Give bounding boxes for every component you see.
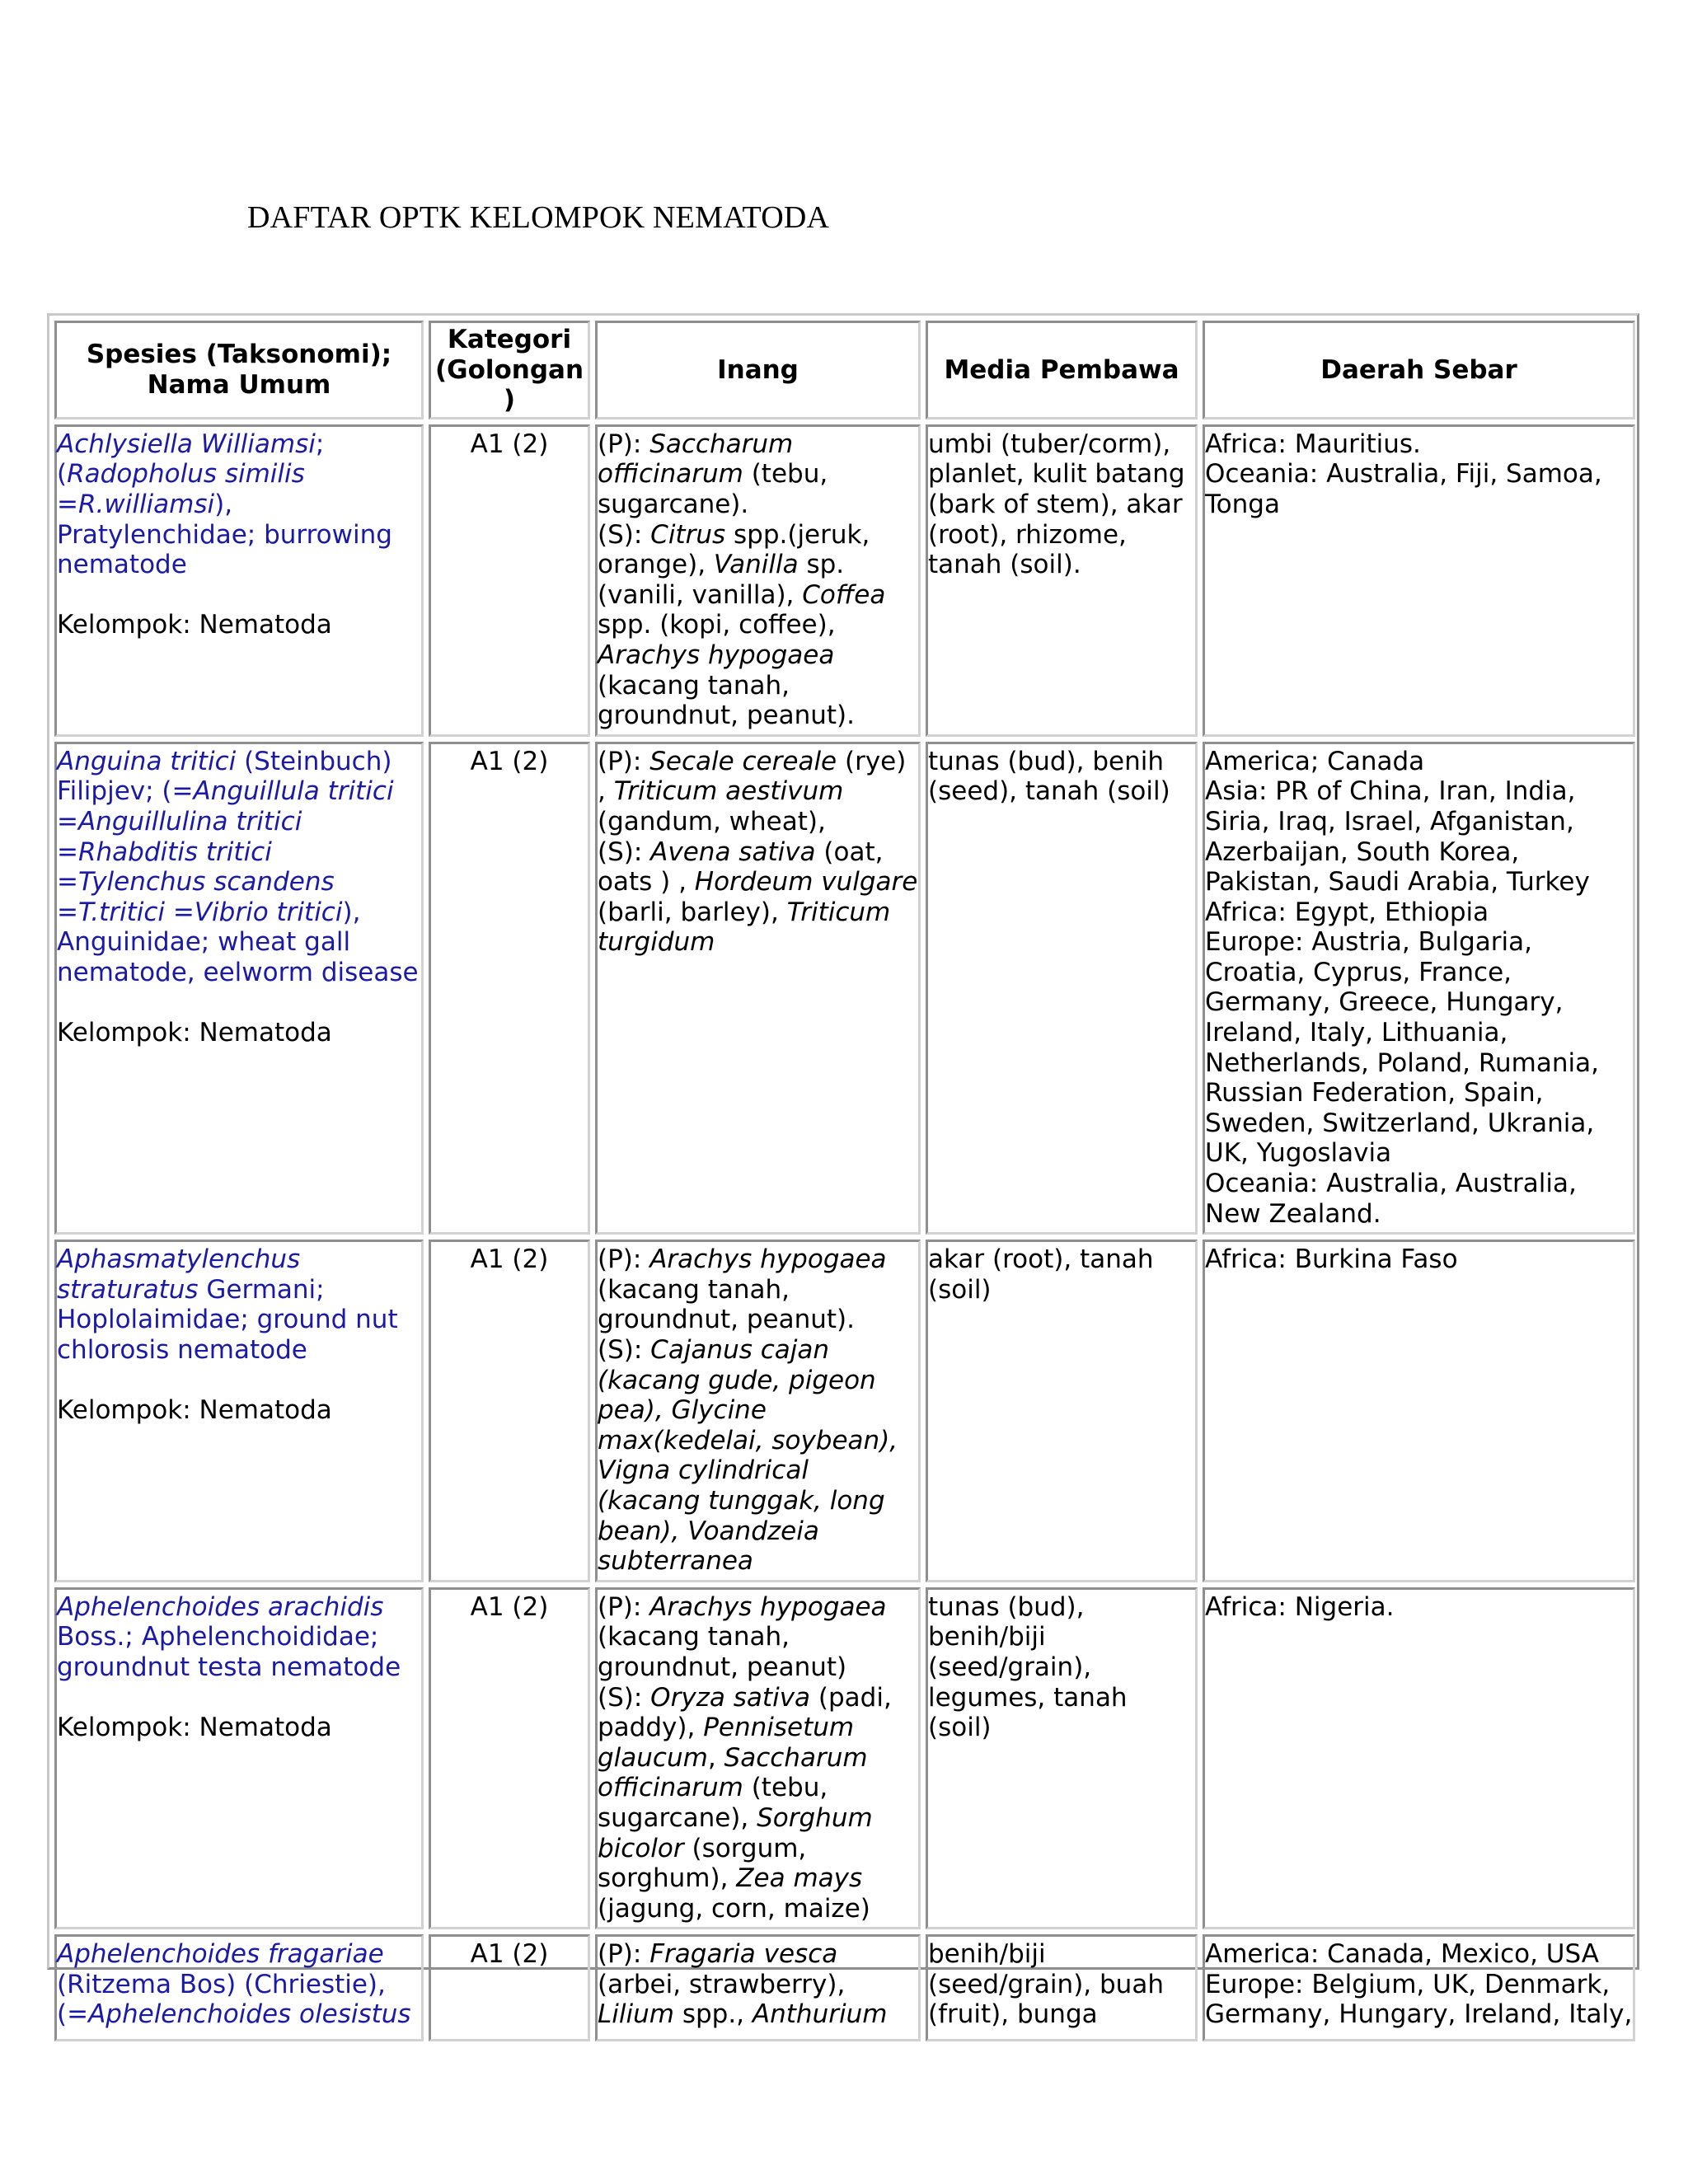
species-cell: Aphelenchoides arachidis Boss.; Aphelenchoididae; groundnut testa nematode Kelompok: Nematoda (54, 1587, 424, 1930)
media-cell: akar (root), tanah (soil) (926, 1240, 1198, 1582)
area-cell: Africa: Mauritius. Oceania: Australia, Fiji, Samoa, Tonga (1203, 424, 1635, 737)
table-row (54, 1240, 1635, 1582)
table-row (54, 424, 1635, 737)
area-cell: Africa: Burkina Faso (1203, 1240, 1635, 1582)
species-cell: Aphelenchoides fragariae (Ritzema Bos) (Chriestie), (=Aphelenchoides olesistus (54, 1934, 424, 2041)
media-cell: benih/biji (seed/grain), buah (fruit), bunga (926, 1934, 1198, 2041)
area-cell: Africa: Nigeria. (1203, 1587, 1635, 1930)
area-cell: America: Canada, Mexico, USA Europe: Belgium, UK, Denmark, Germany, Hungary, Ireland, Italy, (1203, 1934, 1635, 2041)
nematode-table (49, 316, 1640, 2046)
category-cell: A1 (2) (429, 742, 590, 1235)
category-cell: A1 (2) (429, 1240, 590, 1582)
media-cell: tunas (bud), benih/biji (seed/grain), legumes, tanah (soil) (926, 1587, 1198, 1930)
table-row (54, 1934, 1635, 2041)
host-cell: (P): Fragaria vesca (arbei, strawberry), Lilium spp., Anthurium (595, 1934, 921, 2041)
host-cell: (P): Arachys hypogaea (kacang tanah, groundnut, peanut) (S): Oryza sativa (padi, paddy), Pennisetum glaucum, Saccharum officinarum (tebu, sugarcane), Sorghum bicolor (sorgum, sorghum), Zea mays (jagung, corn, maize) (595, 1587, 921, 1930)
category-cell: A1 (2) (429, 424, 590, 737)
header-species: Spesies (Taksonomi); Nama Umum (54, 321, 424, 419)
species-cell: Anguina tritici (Steinbuch) Filipjev; (=Anguillula tritici =Anguillulina tritici =Rhabditis tritici =Tylenchus scandens =T.tritici =Vibrio tritici), Anguinidae; wheat gall nematode, eelworm disease Kelompok: Nematoda (54, 742, 424, 1235)
media-cell: umbi (tuber/corm), planlet, kulit batang (bark of stem), akar (root), rhizome, tanah (soil). (926, 424, 1198, 737)
group-label: Kelompok: Nematoda (57, 610, 332, 640)
category-cell: A1 (2) (429, 1934, 590, 2041)
table-row (54, 1587, 1635, 1930)
header-area: Daerah Sebar (1203, 321, 1635, 419)
species-cell: Achlysiella Williamsi; (Radopholus similis =R.williamsi), Pratylenchidae; burrowing nematode Kelompok: Nematoda (54, 424, 424, 737)
header-category: Kategori (Golongan) (429, 321, 590, 419)
host-cell: (P): Saccharum officinarum (tebu, sugarcane). (S): Citrus spp.(jeruk, orange), Vanilla sp. (vanili, vanilla), Coffea spp. (kopi, coffee), Arachys hypogaea (kacang tanah, groundnut, peanut). (595, 424, 921, 737)
header-host: Inang (595, 321, 921, 419)
area-cell: America; Canada Asia: PR of China, Iran, India, Siria, Iraq, Israel, Afganistan, Azerbaijan, South Korea, Pakistan, Saudi Arabia, Turkey Africa: Egypt, Ethiopia Europe: Austria, Bulgaria, Croatia, Cyprus, France, Germany, Greece, Hungary, Ireland, Italy, Lithuania, Netherlands, Poland, Rumania, Russian Federation, Spain, Sweden, Switzerland, Ukrania, UK, Yugoslavia Oceania: Australia, Australia, New Zealand. (1203, 742, 1635, 1235)
group-label: Kelompok: Nematoda (57, 1395, 332, 1426)
table-row (54, 742, 1635, 1235)
header-media: Media Pembawa (926, 321, 1198, 419)
host-cell: (P): Arachys hypogaea (kacang tanah, groundnut, peanut). (S): Cajanus cajan (kacang gude, pigeon pea), Glycine max(kedelai, soybean), Vigna cylindrical (kacang tunggak, long bean), Voandzeia subterranea (595, 1240, 921, 1582)
media-cell: tunas (bud), benih (seed), tanah (soil) (926, 742, 1198, 1235)
category-cell: A1 (2) (429, 1587, 590, 1930)
table-header-row (54, 321, 1635, 419)
group-label: Kelompok: Nematoda (57, 1713, 332, 1743)
group-label: Kelompok: Nematoda (57, 1018, 332, 1048)
host-cell: (P): Secale cereale (rye) , Triticum aestivum (gandum, wheat), (S): Avena sativa (oat, oats ) , Hordeum vulgare (barli, barley), Triticum turgidum (595, 742, 921, 1235)
species-cell: Aphasmatylenchus straturatus Germani; Hoplolaimidae; ground nut chlorosis nematode Kelompok: Nematoda (54, 1240, 424, 1582)
page-title: DAFTAR OPTK KELOMPOK NEMATODA (247, 200, 830, 235)
nematode-table-frame (47, 313, 1639, 2030)
